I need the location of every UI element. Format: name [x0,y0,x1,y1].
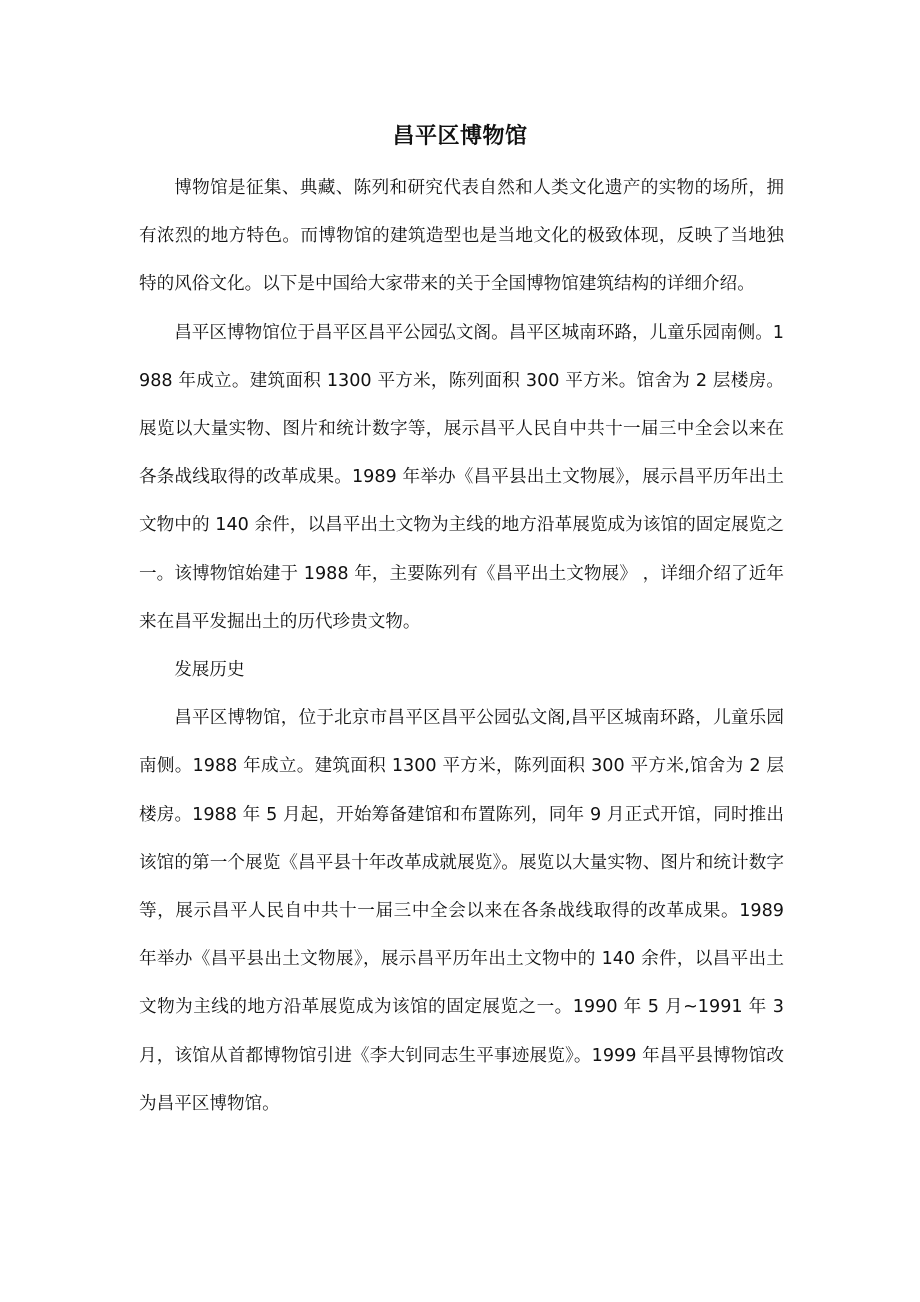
section-heading-history: 发展历史 [174,660,245,681]
overview-paragraph: 昌平区博物馆位于昌平区昌平公园弘文阁。昌平区城南环路，儿童乐园南侧。1988 年成立。建筑面积 1300 平方米，陈列面积 300 平方米。馆舍为 2 层楼房。展览以大量实物、图片和统计数字等，展示昌平人民自中共十一届三中全会以来在各条战线取得的改革成果。1989 年举办《昌平县出土文物展》，展示昌平历年出土文物中的 140 余件，以昌平出土文物为主线的地方沿革展览成为该馆的固定展览之一。该博物馆始建于 1988 年，主要陈列有《昌平出土文物展》 ，详细介绍了近年来在昌平发掘出土的历代珍贵文物。 [139,322,784,632]
history-paragraph: 昌平区博物馆，位于北京市昌平区昌平公园弘文阁,昌平区城南环路，儿童乐园南侧。1988 年成立。建筑面积 1300 平方米，陈列面积 300 平方米,馆舍为 2 层楼房。1988 年 5 月起，开始筹备建馆和布置陈列，同年 9 月正式开馆，同时推出该馆的第一个展览《昌平县十年改革成就展览》。展览以大量实物、图片和统计数字等，展示昌平人民自中共十一届三中全会以来在各条战线取得的改革成果。1989 年举办《昌平县出土文物展》，展示昌平历年出土文物中的 140 余件，以昌平出土文物为主线的地方沿革展览成为该馆的固定展览之一。1990 年 5 月~1991 年 3 月，该馆从首都博物馆引进《李大钊同志生平事迹展览》。1999 年昌平县博物馆改为昌平区博物馆。 [139,708,784,1114]
document-body [139,164,784,1128]
intro-paragraph: 博物馆是征集、典藏、陈列和研究代表自然和人类文化遗产的实物的场所，拥有浓烈的地方特色。而博物馆的建筑造型也是当地文化的极致体现，反映了当地独特的风俗文化。以下是中国给大家带来的关于全国博物馆建筑结构的详细介绍。 [139,178,784,295]
page-title: 昌平区博物馆 [392,124,528,149]
